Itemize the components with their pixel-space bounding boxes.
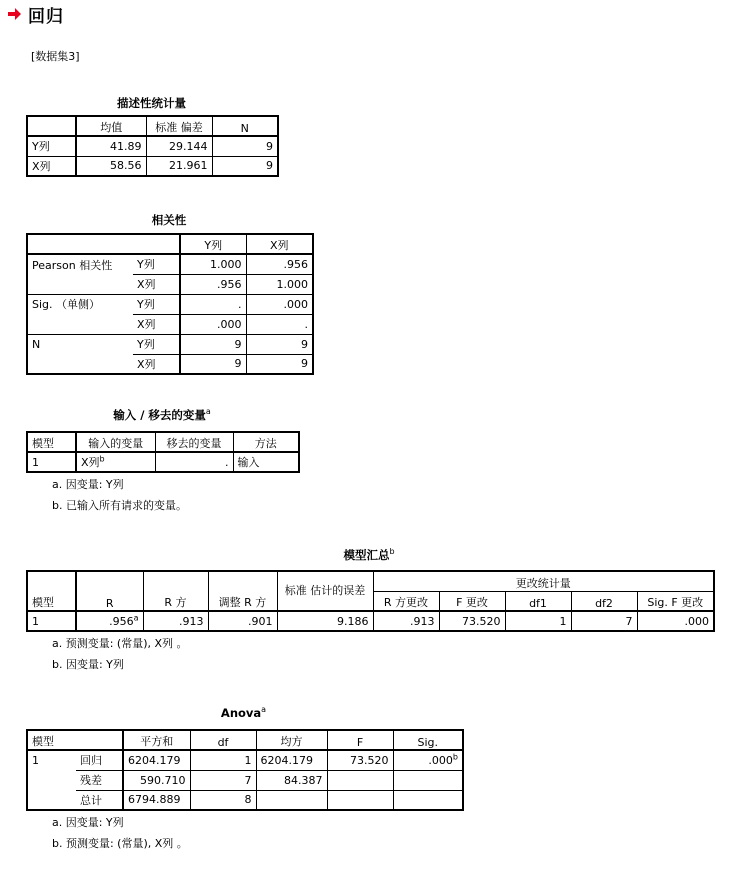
dataset-label: [数据集3] (31, 50, 80, 63)
var-label: Y列 (133, 294, 180, 314)
header-sig-f: Sig. F 更改 (637, 591, 714, 611)
correlation-title: 相关性 (151, 213, 187, 227)
table-row (27, 156, 278, 176)
cell-y: . (180, 294, 246, 314)
header-ms: 均方 (256, 730, 327, 750)
cell-model: 1 (27, 611, 76, 631)
var-label: X列 (133, 314, 180, 334)
header-adj-r2: 调整 R 方 (208, 571, 277, 611)
var-label: Y列 (133, 254, 180, 274)
entered-title (27, 407, 297, 423)
cell-x: 1.000 (246, 274, 313, 294)
table-row (27, 254, 313, 274)
header-model: 模型 (27, 432, 76, 452)
table-row (27, 274, 313, 294)
header-entered: 输入的变量 (76, 432, 155, 452)
entered-table (26, 431, 300, 473)
cell-sig (393, 790, 463, 810)
entered-value: X列 (81, 456, 100, 469)
cell-mean: 41.89 (76, 136, 146, 156)
entered-title-sup: a (205, 407, 211, 417)
table-row (27, 452, 299, 472)
cell-ms: 84.387 (256, 770, 327, 790)
cell-ms (256, 790, 327, 810)
var-label: X列 (133, 274, 180, 294)
cell-f (327, 790, 393, 810)
header-change-group: 更改统计量 (373, 571, 714, 591)
cell-x: 9 (246, 354, 313, 374)
var-label: Y列 (133, 334, 180, 354)
descriptive-title: 描述性统计量 (117, 96, 186, 110)
anova-title (27, 706, 460, 720)
table-row (27, 770, 463, 790)
cell-y: 1.000 (180, 254, 246, 274)
cell-sig-f: .000 (637, 611, 714, 631)
header-mean: 均值 (76, 116, 146, 136)
cell-x: . (246, 314, 313, 334)
cell-adj-r2: .901 (208, 611, 277, 631)
cell-ss: 6204.179 (123, 750, 190, 770)
cell-model: 1 (27, 750, 76, 770)
header-method: 方法 (233, 432, 299, 452)
table-row (27, 314, 313, 334)
table-row (27, 294, 313, 314)
output-heading (8, 3, 64, 25)
cell-f-change: 73.520 (439, 611, 505, 631)
cell-mean: 58.56 (76, 156, 146, 176)
cell-method: 输入 (233, 452, 299, 472)
entered-title-text: 输入 / 移去的变量 (113, 408, 206, 422)
cell-removed: . (155, 452, 233, 472)
r-sup: a (133, 612, 139, 622)
cell-sd: 21.961 (146, 156, 212, 176)
heading-title: 回归 (28, 6, 64, 27)
anova-table (26, 729, 464, 811)
cell-df: 7 (190, 770, 256, 790)
table-row (27, 750, 463, 770)
table-row (27, 354, 313, 374)
cell-ms: 6204.179 (256, 750, 327, 770)
summary-footnote-a: a. 预测变量: (常量), X列 。 (52, 637, 188, 650)
cell-x: .956 (246, 254, 313, 274)
cell-ss: 590.710 (123, 770, 190, 790)
cell-df1: 1 (505, 611, 571, 631)
header-model: 模型 (27, 730, 123, 750)
entered-footnote-b: b. 已输入所有请求的变量。 (52, 499, 187, 512)
cell-y: 9 (180, 354, 246, 374)
cell-r (76, 611, 143, 631)
summary-table (26, 570, 715, 632)
header-r2-change: R 方更改 (373, 591, 439, 611)
header-sig: Sig. (393, 730, 463, 750)
cell-f (327, 770, 393, 790)
cell-ss: 6794.889 (123, 790, 190, 810)
header-n: N (212, 116, 278, 136)
cell-y: .956 (180, 274, 246, 294)
header-se: 标准 估计的误差 (277, 571, 373, 611)
header-sd: 标准 偏差 (146, 116, 212, 136)
table-row (27, 790, 463, 810)
header-r: R (76, 571, 143, 611)
corner-cell (27, 234, 180, 254)
var-label: X列 (133, 354, 180, 374)
descriptive-table (26, 115, 279, 177)
entered-sup: b (99, 454, 105, 464)
cell-r2: .913 (143, 611, 208, 631)
cell-sig (393, 770, 463, 790)
cell-sig (393, 750, 463, 770)
cell-entered (76, 452, 155, 472)
summary-title-text: 模型汇总 (343, 548, 390, 562)
cell-n: 9 (212, 136, 278, 156)
header-f: F (327, 730, 393, 750)
cell-x: 9 (246, 334, 313, 354)
cell-y: 9 (180, 334, 246, 354)
header-df1: df1 (505, 591, 571, 611)
anova-title-sup: a (261, 705, 267, 715)
header-x: X列 (246, 234, 313, 254)
row-label: X列 (27, 156, 76, 176)
row-label: 总计 (76, 790, 123, 810)
entered-footnote-a: a. 因变量: Y列 (52, 478, 124, 491)
cell-df2: 7 (571, 611, 637, 631)
header-model: 模型 (27, 571, 76, 611)
cell-r2-change: .913 (373, 611, 439, 631)
group-label: Pearson 相关性 (27, 254, 133, 274)
sig-value: .000 (428, 753, 453, 767)
header-df2: df2 (571, 591, 637, 611)
cell-y: .000 (180, 314, 246, 334)
r-value: .956 (109, 614, 134, 628)
table-row (27, 611, 714, 631)
group-label: Sig. （单侧） (27, 294, 133, 314)
sig-sup: b (452, 752, 458, 762)
header-r2: R 方 (143, 571, 208, 611)
corner-cell (27, 116, 76, 136)
cell-n: 9 (212, 156, 278, 176)
anova-title-text: Anova (220, 706, 262, 720)
summary-title (27, 547, 711, 563)
cell-x: .000 (246, 294, 313, 314)
table-row (27, 136, 278, 156)
arrow-right-icon (8, 7, 22, 21)
row-label: 回归 (76, 750, 123, 770)
cell-sd: 29.144 (146, 136, 212, 156)
summary-footnote-b: b. 因变量: Y列 (52, 658, 124, 671)
header-removed: 移去的变量 (155, 432, 233, 452)
cell-df: 8 (190, 790, 256, 810)
row-label: 残差 (76, 770, 123, 790)
group-label: N (27, 334, 133, 354)
cell-model: 1 (27, 452, 76, 472)
header-f-change: F 更改 (439, 591, 505, 611)
cell-f: 73.520 (327, 750, 393, 770)
header-ss: 平方和 (123, 730, 190, 750)
anova-footnote-b: b. 预测变量: (常量), X列 。 (52, 837, 188, 850)
summary-title-sup: b (389, 547, 395, 557)
correlation-table (26, 233, 314, 375)
header-df: df (190, 730, 256, 750)
header-y: Y列 (180, 234, 246, 254)
anova-footnote-a: a. 因变量: Y列 (52, 816, 124, 829)
cell-df: 1 (190, 750, 256, 770)
table-row (27, 334, 313, 354)
row-label: Y列 (27, 136, 76, 156)
cell-se: 9.186 (277, 611, 373, 631)
